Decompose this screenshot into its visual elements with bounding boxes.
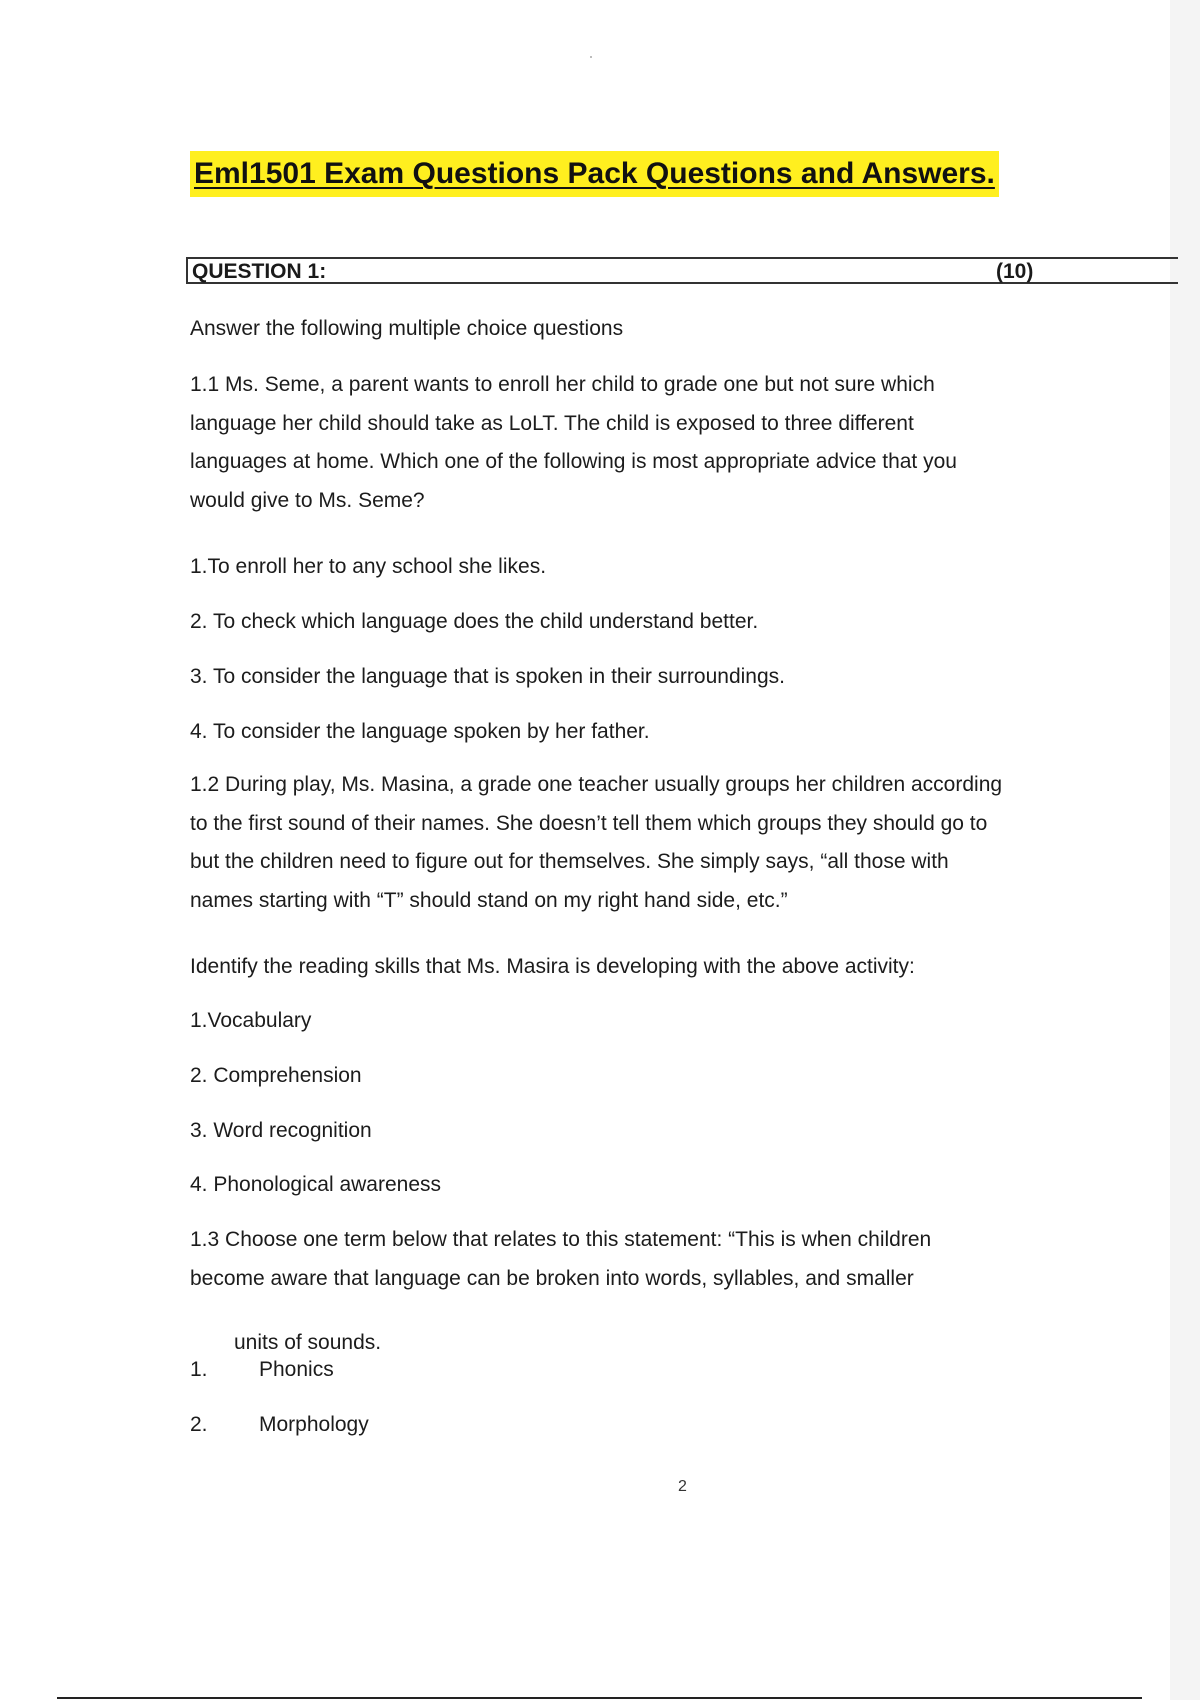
- question-1-3-text: [190, 1221, 1090, 1298]
- bottom-rule: [57, 1697, 1142, 1699]
- question-1-3-continuation: units of sounds.: [234, 1331, 382, 1354]
- question-1-1-line: language her child should take as LoLT. The child is exposed to three different: [190, 411, 914, 435]
- instruction-text: Answer the following multiple choice questions: [190, 317, 624, 340]
- question-1-1-option: 1.To enroll her to any school she likes.: [190, 555, 547, 578]
- question-1-2-option: 3. Word recognition: [190, 1119, 372, 1142]
- question-1-1-line: languages at home. Which one of the following is most appropriate advice that you: [190, 450, 957, 473]
- question-1-2-line: 1.2 During play, Ms. Masina, a grade one teacher usually groups her children according: [190, 773, 1003, 796]
- question-1-2-option: 1.Vocabulary: [190, 1009, 312, 1032]
- question-1-2-text: [190, 766, 1090, 920]
- page-edge-shade: [1170, 0, 1200, 1700]
- page-number: 2: [678, 1478, 687, 1495]
- question-marks: (10): [996, 260, 1034, 283]
- question-label: QUESTION 1:: [192, 260, 327, 283]
- question-1-1-option: 2. To check which language does the child understand better.: [190, 610, 759, 633]
- document-title: Eml1501 Exam Questions Pack Questions and Answers.: [190, 151, 999, 197]
- question-1-3-option-number: 1.: [190, 1358, 208, 1381]
- question-1-3-option-number: 2.: [190, 1413, 208, 1436]
- question-1-3-option: Phonics: [259, 1358, 334, 1381]
- question-1-1-text: [190, 366, 1090, 520]
- question-heading-bar: [186, 257, 1178, 284]
- question-1-1-line: would give to Ms. Seme?: [190, 488, 425, 512]
- question-1-2-line: names starting with “T” should stand on my right hand side, etc.”: [190, 888, 788, 912]
- question-1-2-option: 2. Comprehension: [190, 1064, 362, 1087]
- question-1-2-line: to the first sound of their names. She doesn’t tell them which groups they should go to: [190, 811, 988, 835]
- question-1-3-line: become aware that language can be broken into words, syllables, and smaller: [190, 1266, 914, 1290]
- question-1-3-line: 1.3 Choose one term below that relates to this statement: “This is when children: [190, 1228, 932, 1251]
- question-1-3-option: Morphology: [259, 1413, 369, 1436]
- question-1-1-option: 4. To consider the language spoken by her father.: [190, 720, 650, 743]
- question-1-1-line: 1.1 Ms. Seme, a parent wants to enroll her child to grade one but not sure which: [190, 373, 935, 396]
- question-1-2-line: but the children need to figure out for themselves. She simply says, “all those with: [190, 850, 949, 873]
- question-1-1-option: 3. To consider the language that is spoken in their surroundings.: [190, 665, 785, 688]
- question-1-2-option: 4. Phonological awareness: [190, 1173, 441, 1196]
- scan-speck: [590, 56, 592, 58]
- question-1-2-prompt: Identify the reading skills that Ms. Masira is developing with the above activity:: [190, 955, 915, 978]
